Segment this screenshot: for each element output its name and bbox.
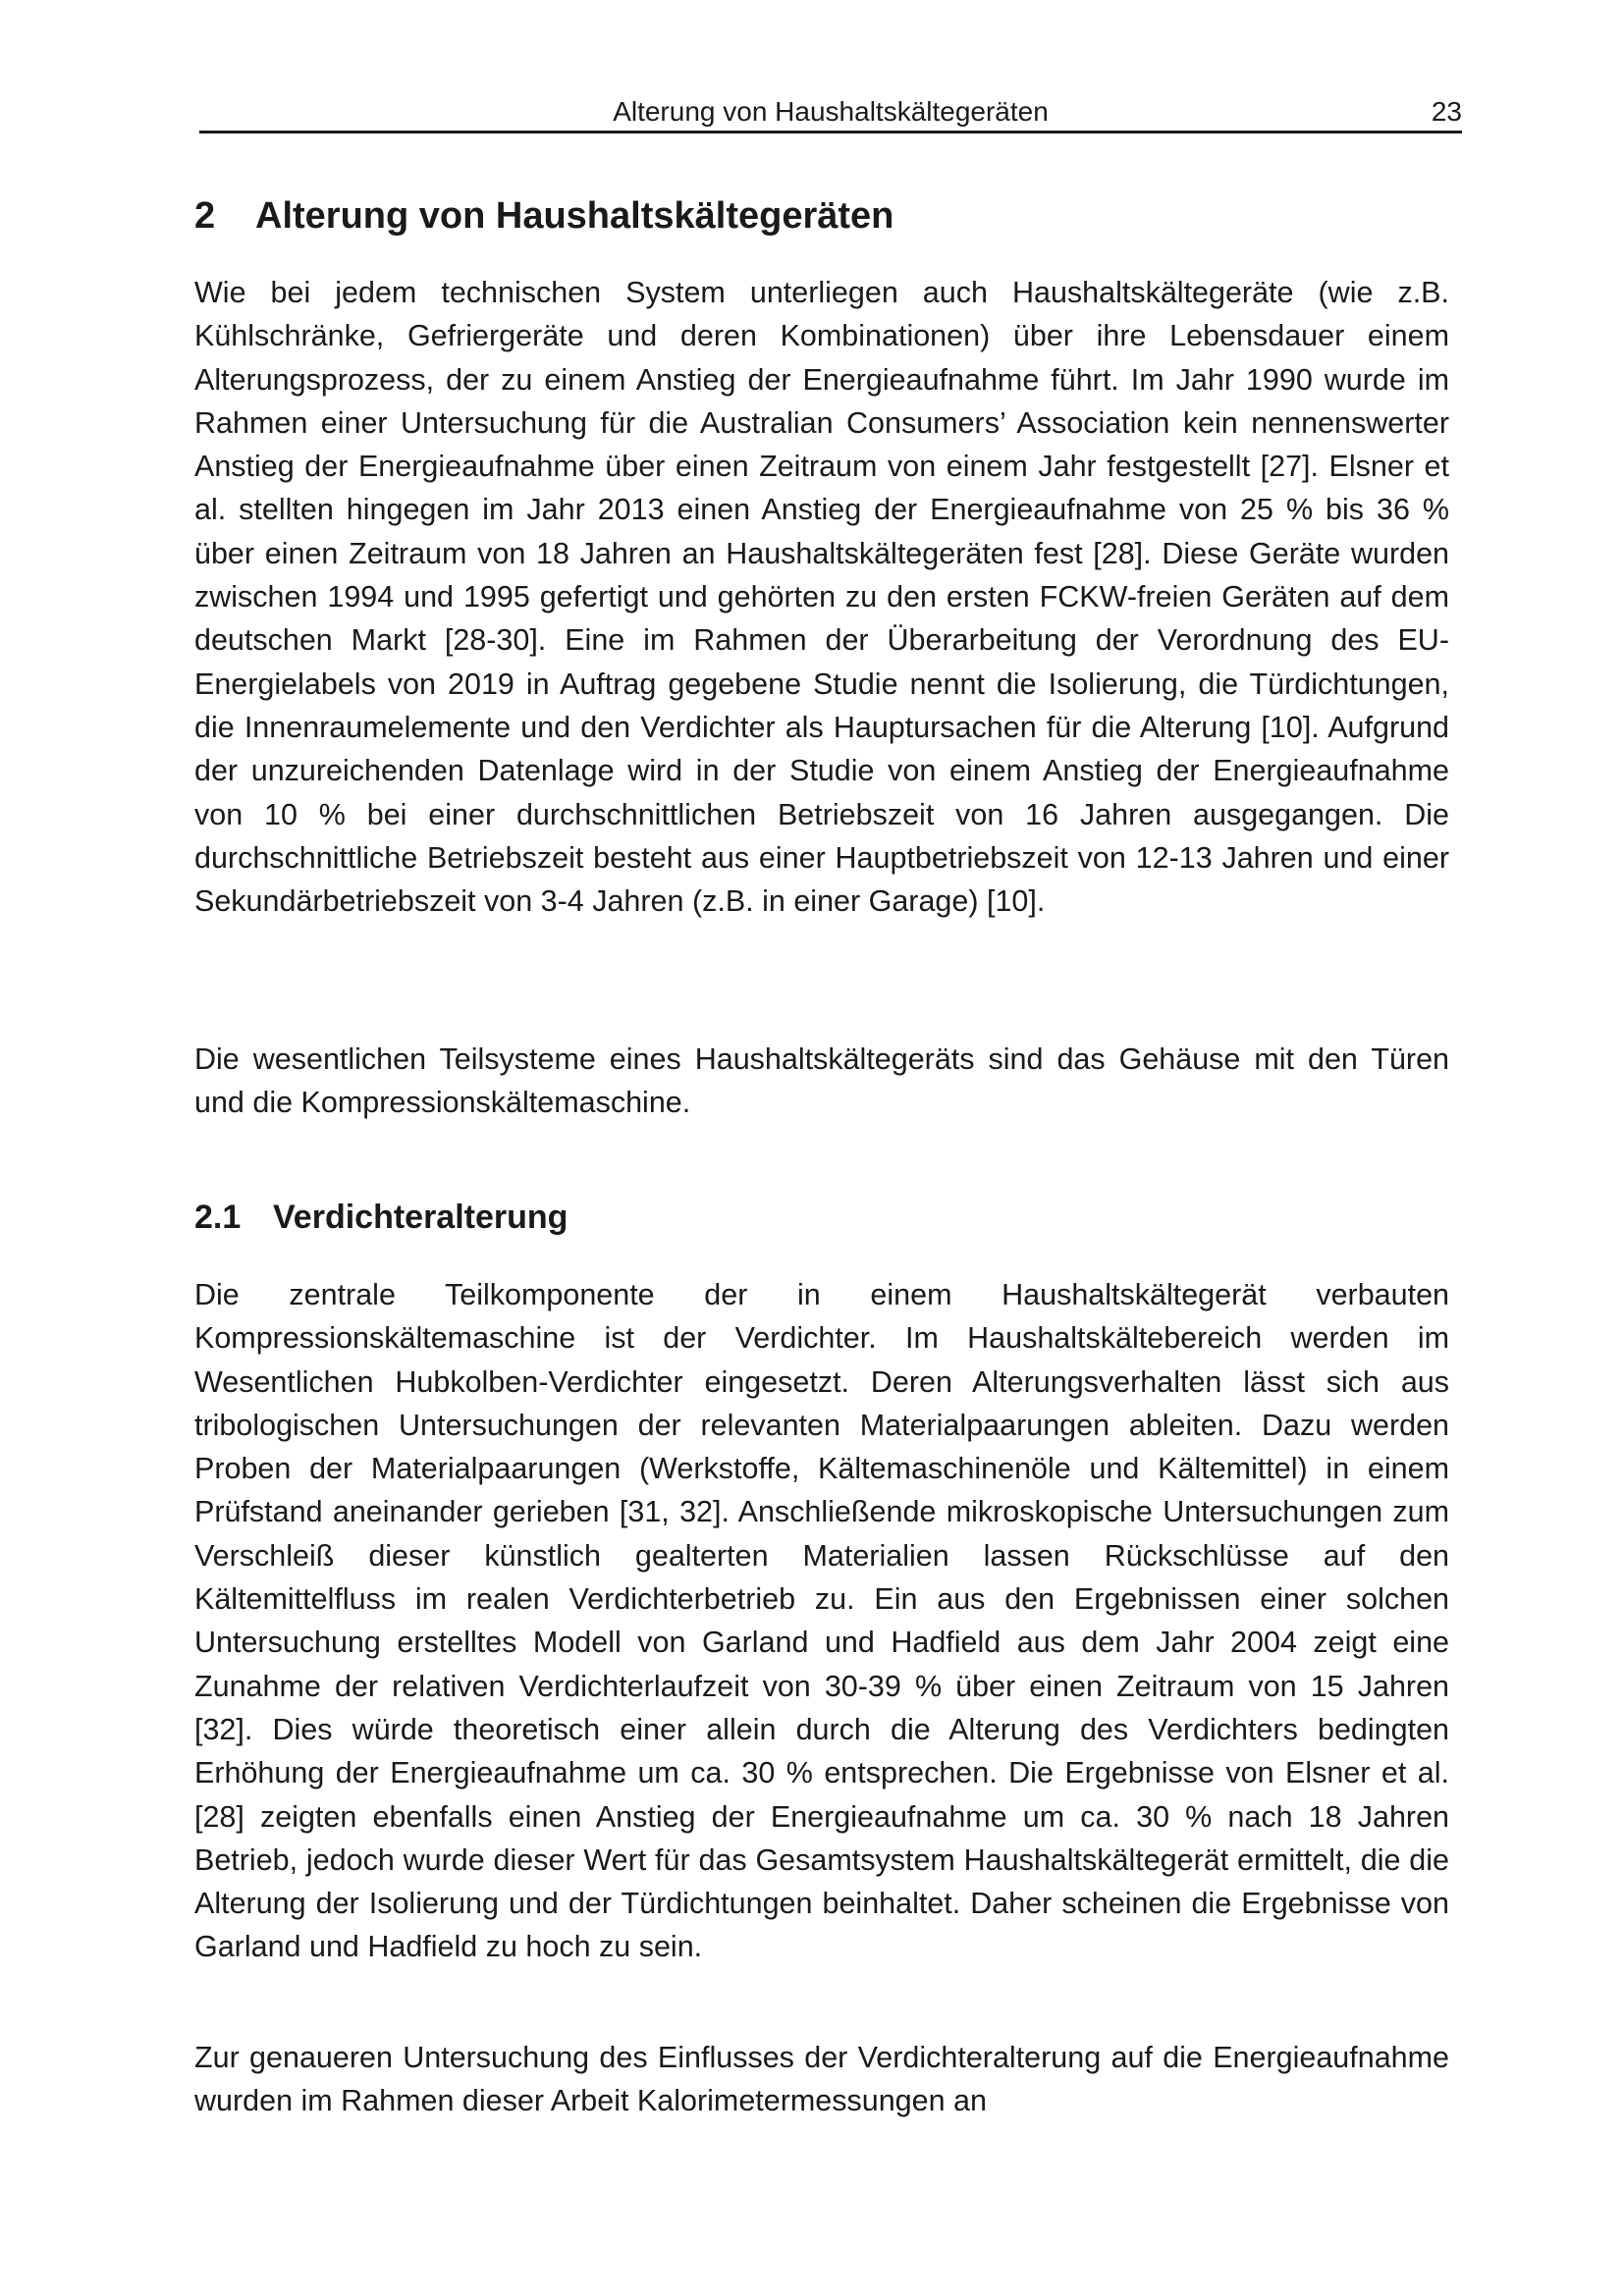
chapter-heading [194, 192, 1451, 240]
section-title: Verdichteralterung [273, 1199, 568, 1236]
paragraph-intro: Wie bei jedem technischen System unterliegen auch Haushaltskältegeräte (wie z.B. Kühlschränke, Gefriergeräte und deren Kombinationen) über ihre Lebensdauer einem Alterungsprozess, der zu einem Anstieg der Energieaufnahme führt. Im Jahr 1990 wurde im Rahmen einer Untersuchung für die Australian Consumers’ Association kein nennenswerter Anstieg der Energieaufnahme über einen Zeitraum von einem Jahr festgestellt [27]. Elsner et al. stellten hingegen im Jahr 2013 einen Anstieg der Energieaufnahme von 25 % bis 36 % über einen Zeitraum von 18 Jahren an Haushaltskältegeräten fest [28]. Diese Geräte wurden zwischen 1994 und 1995 gefertigt und gehörten zu den ersten FCKW-freien Geräten auf dem deutschen Markt [28-30]. Eine im Rahmen der Überarbeitung der Verordnung des EU-Energielabels von 2019 in Auftrag gegebene Studie nennt die Isolierung, die Türdichtungen, die Innenraumelemente und den Verdichter als Hauptursachen für die Alterung [10]. Aufgrund der unzureichenden Datenlage wird in der Studie von einem Anstieg der Energieaufnahme von 10 % bei einer durchschnittlichen Betriebszeit von 16 Jahren ausgegangen. Die durchschnittliche Betriebszeit besteht aus einer Hauptbetriebszeit von 12-13 Jahren und einer Sekundärbetriebszeit von 3-4 Jahren (z.B. in einer Garage) [10]. [194, 276, 1449, 919]
paragraph-subsystems: Die wesentlichen Teilsysteme eines Haushaltskältegeräts sind das Gehäuse mit den Türen und die Kompressionskältemaschine. [194, 1042, 1449, 1120]
paragraph-compressor: Die zentrale Teilkomponente der in einem Haushaltskältegerät verbauten Kompressionskältemaschine ist der Verdichter. Im Haushaltskältebereich werden im Wesentlichen Hubkolben-Verdichter eingesetzt. Deren Alterungsverhalten lässt sich aus tribologischen Untersuchungen der relevanten Materialpaarungen ableiten. Dazu werden Proben der Materialpaarungen (Werkstoffe, Kältemaschinenöle und Kältemittel) in einem Prüfstand aneinander gerieben [31, 32]. Anschließende mikroskopische Untersuchungen zum Verschleiß dieser künstlich gealterten Materialien lassen Rückschlüsse auf den Kältemittelfluss im realen Verdichterbetrieb zu. Ein aus den Ergebnissen einer solchen Untersuchung erstelltes Modell von Garland und Hadfield aus dem Jahr 2004 zeigt eine Zunahme der relativen Verdichterlaufzeit von 30-39 % über einen Zeitraum von 15 Jahren [32]. Dies würde theoretisch einer allein durch die Alterung des Verdichters bedingten Erhöhung der Energieaufnahme um ca. 30 % entsprechen. Die Ergebnisse von Elsner et al. [28] zeigten ebenfalls einen Anstieg der Energieaufnahme um ca. 30 % nach 18 Jahren Betrieb, jedoch wurde dieser Wert für das Gesamtsystem Haushaltskältegerät ermittelt, die die Alterung der Isolierung und der Türdichtungen beinhaltet. Daher scheinen die Ergebnisse von Garland und Hadfield zu hoch zu sein. [194, 1278, 1449, 1964]
chapter-number: 2 [194, 195, 216, 237]
paragraph-calorimeter: Zur genaueren Untersuchung des Einflusses der Verdichteralterung auf die Energieaufnahme wurden im Rahmen dieser Arbeit Kalorimetermessungen an [194, 2041, 1449, 2118]
running-header-title: Alterung von Haushaltskältegeräten [613, 96, 1049, 127]
page-number: 23 [1431, 96, 1462, 127]
section-number: 2.1 [194, 1199, 242, 1236]
section-heading [194, 1196, 1451, 1239]
chapter-title: Alterung von Haushaltskältegeräten [255, 195, 894, 237]
running-header [199, 90, 1462, 133]
